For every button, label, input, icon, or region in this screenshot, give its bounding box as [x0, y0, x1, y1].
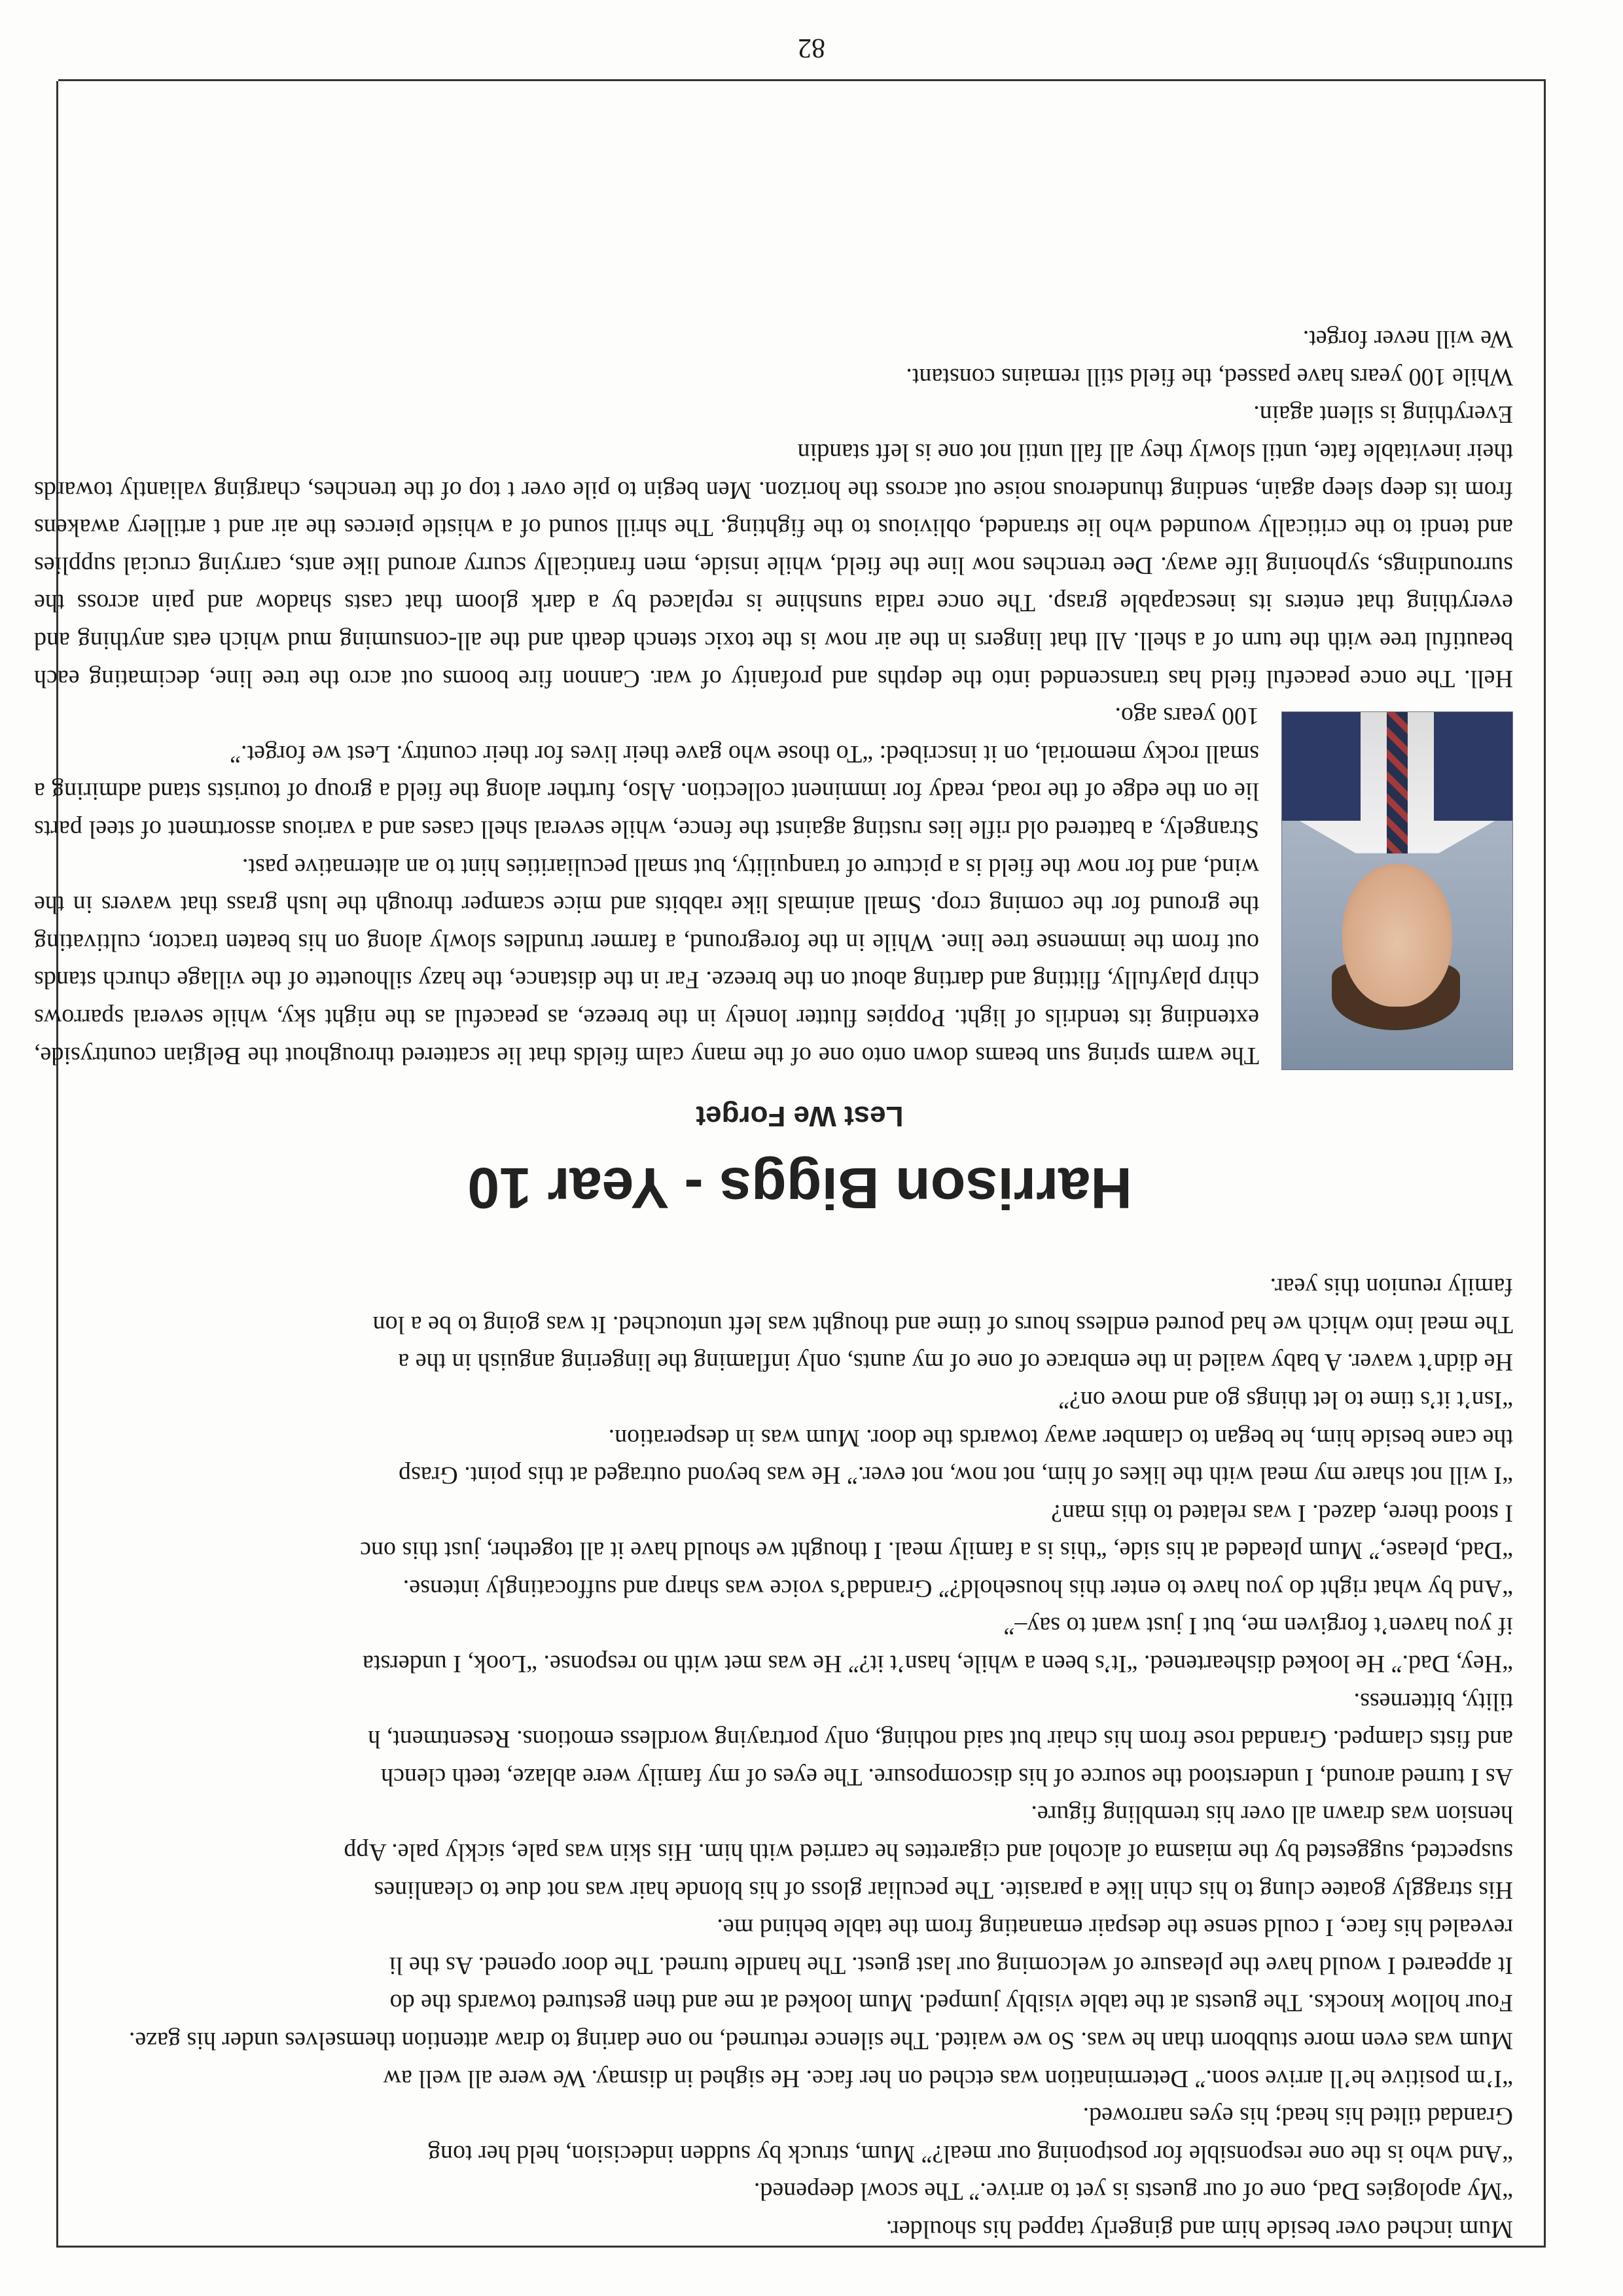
story-paragraph: “I will not share my meal with the likes of him, not now, not ever.” He was beyond outraged at this point. Grasp — [399, 1462, 1513, 1490]
story-paragraph: It appeared I would have the pleasure of welcoming our last guest. The handle turned. The door opened. As the li — [389, 1951, 1513, 1979]
story-paragraph: Mum was even more stubborn than he was. So we waited. The silence returned, no one daring to draw attention themselves under his gaze. — [128, 2027, 1513, 2055]
article-paragraph: We will never forget. — [1302, 325, 1513, 353]
page-number: 82 — [798, 33, 825, 63]
portrait-jacket-left — [1434, 712, 1512, 821]
article-paragraph: While 100 years have passed, the field still remains constant. — [906, 363, 1513, 391]
article-title: Harrison Biggs - Year 10 — [467, 1155, 1132, 1221]
article-paragraph: 100 years ago. — [1115, 702, 1259, 730]
story-paragraph: tility, bitterness. — [1353, 1687, 1513, 1715]
story-paragraph: “Hey, Dad.” He looked disheartened. “It’s been a while, hasn’t it?” He was met with no response. “Look, I understa — [363, 1650, 1513, 1678]
story-paragraph: family reunion this year. — [1270, 1273, 1513, 1301]
story-paragraph: “Isn’t it’s time to let things go and move on?” — [1058, 1386, 1513, 1414]
portrait-face — [1342, 864, 1452, 1007]
story-paragraph: As I turned around, I understood the source of his discomposure. The eyes of my family were ablaze, teeth clench — [381, 1763, 1513, 1791]
bottom-rule — [58, 79, 1546, 81]
story-paragraph: “And who is the one responsible for postponing our meal?” Mum, struck by sudden indecision, held her tong — [428, 2140, 1513, 2168]
story-paragraph: Mum inched over beside him and gingerly tapped his shoulder. — [885, 2215, 1513, 2243]
story-paragraph: The meal into which we had poured endless hours of time and thought was left untouched. It was going to be a lon — [372, 1310, 1513, 1338]
article-body — [34, 320, 1513, 1074]
story-paragraph: the cane beside him, he began to clamber away towards the door. Mum was in desperation. — [608, 1424, 1513, 1452]
story-paragraph: His straggly goatee clung to his chin like a parasite. The peculiar gloss of his blonde hair was not due to cleanlines — [374, 1876, 1513, 1904]
story-paragraph: hension was drawn all over his trembling figure. — [1031, 1801, 1513, 1829]
story-paragraph: if you haven’t forgiven me, but I just want to say–” — [1003, 1612, 1513, 1640]
story-paragraph: “I’m positive he’ll arrive soon.” Determination was etched on her face. He sighed in dismay. We were all well aw — [383, 2064, 1513, 2092]
story-paragraph: Grandad tilted his head; his eyes narrowed. — [1082, 2102, 1513, 2130]
portrait-jacket-right — [1282, 712, 1361, 821]
story-paragraph: He didn’t waver. A baby wailed in the embrace of one of my aunts, only inflaming the lingering anguish in the a — [398, 1348, 1513, 1376]
portrait-tie — [1387, 712, 1408, 853]
story-paragraph: suspected, suggested by the miasma of alcohol and cigarettes he carried with him. His skin was pale, sickly pale. App — [344, 1839, 1513, 1867]
story-paragraph: “Dad, please,” Mum pleaded at his side, “this is a family meal. I thought we should have it all together, just this onc — [360, 1537, 1513, 1565]
article-paragraph: Strangely, a battered old rifle lies rusting against the fence, while several shell cases and a various assortment of steel parts lie on the edge of the road, ready for imminent collection. Also, further along the field a group of tourists stand admiring a small rocky memorial, on it inscribed: “To those who gave their lives for their country. Lest we forget.” — [34, 740, 1259, 843]
story-paragraph: “My apologies Dad, one of our guests is yet to arrive.” The scowl deepened. — [753, 2178, 1513, 2206]
story-paragraph: revealed his face, I could sense the despair emanating from the table behind me. — [717, 1914, 1513, 1942]
article-subtitle: Lest We Forget — [696, 1100, 904, 1132]
story-continued — [34, 1268, 1513, 2248]
story-paragraph: Four hollow knocks. The guests at the table visibly jumped. Mum looked at me and then gestured towards the do — [389, 1989, 1513, 2017]
story-paragraph: “And by what right do you have to enter this household?” Grandad’s voice was sharp and suffocatingly intense. — [402, 1574, 1513, 1602]
student-portrait-image — [1281, 711, 1513, 1070]
article-paragraph: Everything is silent again. — [1253, 401, 1513, 429]
page-content — [34, 320, 1513, 2248]
story-paragraph: I stood there, dazed. I was related to this man? — [1051, 1499, 1513, 1527]
story-paragraph: and fists clamped. Grandad rose from his chair but said nothing, only portraying wordless emotions. Resentment, h — [368, 1725, 1513, 1753]
article-paragraph: Hell. The once peaceful field has transcended into the depths and profanity of war. Cannon fire booms out acro the tree line, decimating each beautiful tree with the turn of a shell. All that lingers in the air now is the toxic stench death and the all-consuming mud which eats anything and everything that enters its inescapable grasp. The once radia sunshine is replaced by a dark gloom that casts shadow and pain across the surroundings, syphoning life away. Dee trenches now line the field, while inside, men frantically scurry around like ants, carrying crucial supplies and tendi to the critically wounded who lie stranded, oblivious to the fighting. The shrill sound of a whistle pierces the air and t artillery awakens from its deep sleep again, sending thunderous noise out across the horizon. Men begin to pile over t top of the trenches, charging valiantly towards their inevitable fate, until slowly they all fall until not one is left standin — [34, 439, 1513, 692]
article-paragraph: The warm spring sun beams down onto one of the many calm fields that lie scattered throughout the Belgian countryside, extending its tendrils of light. Poppies flutter lonely in the breeze, as peaceful as the night sky, while several sparrows chirp playfully, flitting and darting about on the breeze. Far in the distance, the hazy silhouette of the village church stands out from the immense tree line. While in the foreground, a farmer trundles slowly along on his beaten tractor, cultivating the ground for the coming crop. Small animals like rabbits and mice scamper through the lush grass that wavers in the wind, and for now the field is a picture of tranquility, but small peculiarities hint to an alternative past. — [34, 853, 1259, 1069]
